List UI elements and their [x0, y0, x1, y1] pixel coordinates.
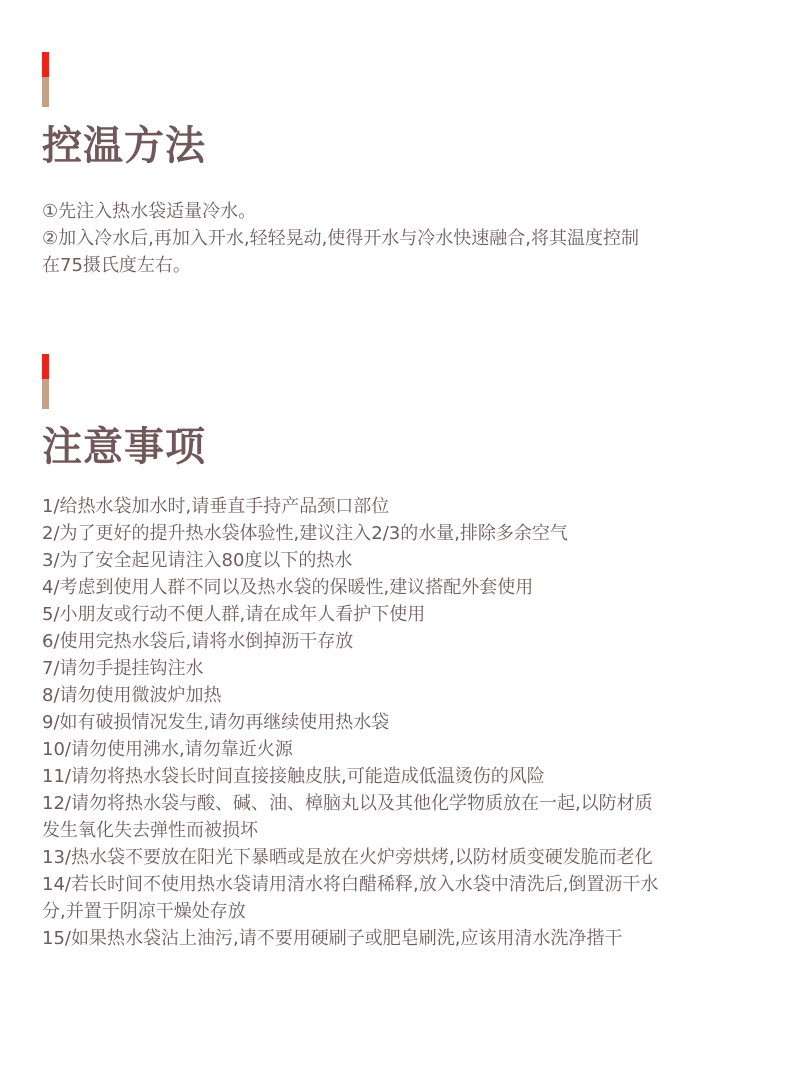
body-line: ①先注入热水袋适量冷水。 [42, 201, 257, 222]
section-marker-red [42, 52, 49, 77]
body-line: ②加入冷水后,再加入开水,轻轻晃动,使得开水与冷水快速融合,将其温度控制 [42, 228, 640, 249]
body-line: 发生氧化失去弹性而被损坏 [42, 820, 258, 841]
body-line: 14/若长时间不使用热水袋请用清水将白醋稀释,放入水袋中清洗后,倒置沥干水 [42, 874, 659, 895]
body-line: 3/为了安全起见请注入80度以下的热水 [42, 550, 353, 571]
body-line: 2/为了更好的提升热水袋体验性,建议注入2/3的水量,排除多余空气 [42, 523, 568, 544]
section-body [42, 198, 742, 279]
body-line: 1/给热水袋加水时,请垂直手持产品颈口部位 [42, 496, 390, 517]
section-title: 控温方法 [42, 122, 206, 169]
section-marker-tan [42, 379, 49, 409]
body-line: 11/请勿将热水袋长时间直接接触皮肤,可能造成低温烫伤的风险 [42, 766, 545, 787]
body-line: 6/使用完热水袋后,请将水倒掉沥干存放 [42, 631, 354, 652]
body-line: 13/热水袋不要放在阳光下暴晒或是放在火炉旁烘烤,以防材质变硬发脆而老化 [42, 847, 653, 868]
body-line: 10/请勿使用沸水,请勿靠近火源 [42, 739, 293, 760]
body-line: 在75摄氏度左右。 [42, 255, 191, 276]
temperature-control-section [42, 52, 742, 279]
body-line: 5/小朋友或行动不便人群,请在成年人看护下使用 [42, 604, 426, 625]
section-body [42, 493, 742, 952]
section-marker-tan [42, 77, 49, 107]
section-marker [42, 52, 49, 107]
precautions-section [42, 354, 742, 952]
body-line: 分,并置于阴凉干燥处存放 [42, 901, 246, 922]
body-line: 4/考虑到使用人群不同以及热水袋的保暖性,建议搭配外套使用 [42, 577, 534, 598]
body-line: 15/如果热水袋沾上油污,请不要用硬刷子或肥皂刷洗,应该用清水洗净揩干 [42, 928, 623, 949]
body-line: 9/如有破损情况发生,请勿再继续使用热水袋 [42, 712, 390, 733]
body-line: 8/请勿使用微波炉加热 [42, 685, 222, 706]
section-marker-red [42, 354, 49, 379]
body-line: 12/请勿将热水袋与酸、碱、油、樟脑丸以及其他化学物质放在一起,以防材质 [42, 793, 653, 814]
section-marker [42, 354, 49, 409]
body-line: 7/请勿手提挂钩注水 [42, 658, 204, 679]
section-title: 注意事项 [42, 423, 206, 470]
